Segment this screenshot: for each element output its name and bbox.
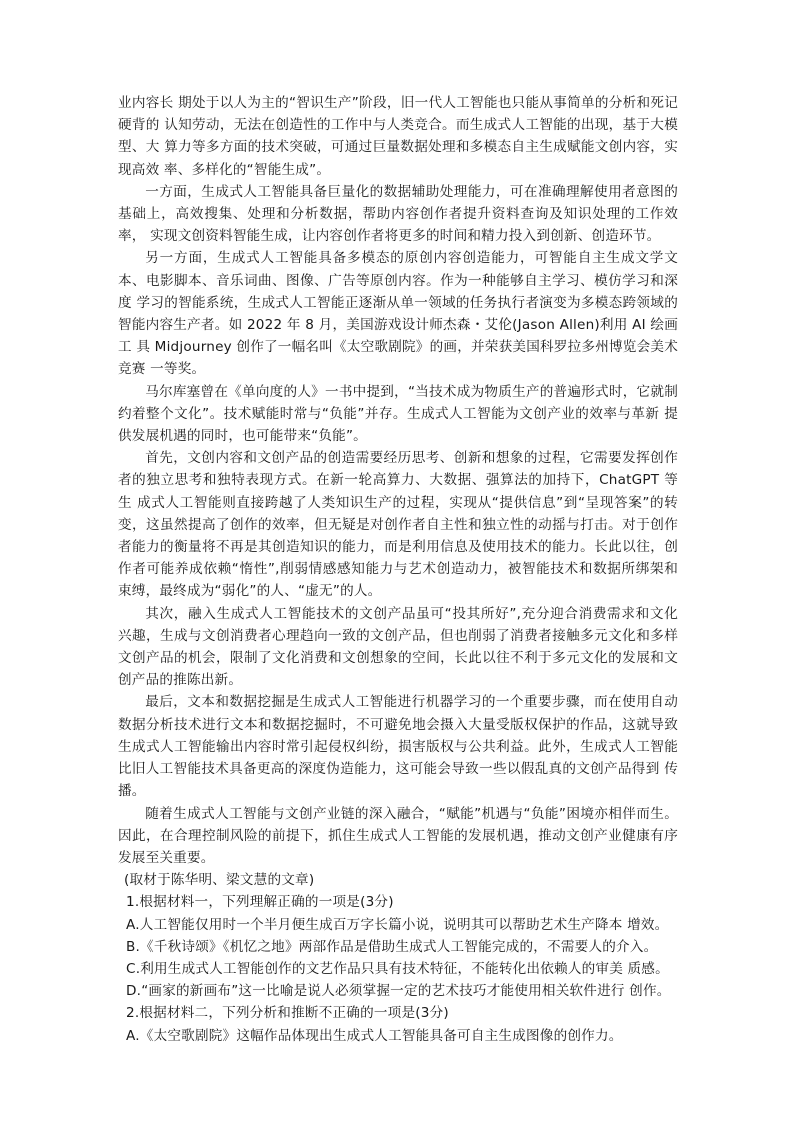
article-paragraph-2: 一方面，生成式人工智能具备巨量化的数据辅助处理能力，可在准确理解使用者意图的 基础上，高效搜集、处理和分析数据，帮助内容创作者提升资料查询及知识处理的工作效率， 实现文创资料智能生成，让内容创作者将更多的时间和精力投入到创新、创造环节。 — [118, 183, 678, 245]
document-page — [118, 92, 678, 1047]
question-1-option-c: C.利用生成式人工智能创作的文艺作品只具有技术特征，不能转化出依赖人的审美 质感。 — [126, 960, 669, 977]
question-1-option-d: D.“画家的新画布”这一比喻是说人必须掌握一定的艺术技巧才能使用相关软件进行 创作。 — [126, 983, 671, 1000]
article-paragraph-1: 业内容长 期处于以人为主的“智识生产”阶段，旧一代人工智能也只能从事简单的分析和死记硬背的 认知劳动，无法在创造性的工作中与人类竞合。而生成式人工智能的出现，基于大模型、大 算力等多方面的技术突破，可通过巨量数据处理和多模态自主生成赋能文创内容，实现高效 率、多样化的“智能生成”。 — [118, 95, 678, 178]
article-paragraph-7: 最后，文本和数据挖掘是生成式人工智能进行机器学习的一个重要步骤，而在使用自动 数据分析技术进行文本和数据挖掘时，不可避免地会摄入大量受版权保护的作品，这就导致 生成式人工智能输出内容时常引起侵权纠纷，损害版权与公共利益。此外，生成式人工智能 比旧人工智能技术具备更高的深度伪造能力，这可能会导致一些以假乱真的文创产品得到 传播。 — [118, 694, 678, 800]
source-note: (取材于陈华明、梁文慧的文章) — [124, 872, 315, 889]
article-paragraph-3: 另一方面，生成式人工智能具备多模态的原创内容创造能力，可智能自主生成文学文本、电影脚本、音乐词曲、图像、广告等原创内容。作为一种能够自主学习、模仿学习和深度 学习的智能系统，生成式人工智能正逐渐从单一领域的任务执行者演变为多模态跨领域的 智能内容生产者。如 2022 年 8 月，美国游戏设计师杰森・艾伦(Jason Allen)利用 AI 绘画工 具 Midjourney 创作了一幅名叫《太空歌剧院》的画，并荣获美国科罗拉多州博览会美术竞赛 一等奖。 — [118, 250, 678, 378]
question-2-stem: 2.根据材料二，下列分析和推断不正确的一项是(3分) — [126, 1005, 449, 1022]
question-1-option-a: A.人工智能仅用时一个半月便生成百万字长篇小说，说明其可以帮助艺术生产降本 增效。 — [126, 916, 669, 933]
question-2-option-a: A.《太空歌剧院》这幅作品体现出生成式人工智能具备可自主生成图像的创作力。 — [126, 1027, 623, 1044]
article-paragraph-5: 首先，文创内容和文创产品的创造需要经历思考、创新和想象的过程，它需要发挥创作 者的独立思考和独特表现方式。在新一轮高算力、大数据、强算法的加持下，ChatGPT 等生 成式人工智能则直接跨越了人类知识生产的过程，实现从“提供信息”到“呈现答案”的转 变，这虽然提高了创作的效率，但无疑是对创作者自主性和独立性的动摇与打击。对于创作 者能力的衡量将不再是其创造知识的能力，而是利用信息及使用技术的能力。长此以往，创 作者可能养成依赖“惰性”,削弱情感感知能力与艺术创造动力，被智能技术和数据所绑架和 束缚，最终成为“弱化”的人、“虚无”的人。 — [118, 450, 678, 600]
article-paragraph-8: 随着生成式人工智能与文创产业链的深入融合，“赋能”机遇与“负能”困境亦相伴而生。因此，在合理控制风险的前提下，抓住生成式人工智能的发展机遇，推动文创产业健康有序发展至关重要。 — [118, 805, 678, 866]
question-1-option-b: B.《千秋诗颂》《机忆之地》两部作品是借助生成式人工智能完成的，不需要人的介入。 — [126, 938, 658, 955]
question-1-stem: 1.根据材料一，下列理解正确的一项是(3分) — [126, 894, 394, 911]
article-paragraph-4: 马尔库塞曾在《单向度的人》一书中提到，“当技术成为物质生产的普遍形式时，它就制 约着整个文化”。技术赋能时常与“负能”并存。生成式人工智能为文创产业的效率与革新 提供发展机遇的同时，也可能带来“负能”。 — [118, 383, 678, 445]
article-paragraph-6: 其次，融入生成式人工智能技术的文创产品虽可“投其所好”,充分迎合消费需求和文化 兴趣，生成与文创消费者心理趋向一致的文创产品，但也削弱了消费者接触多元文化和多样 文创产品的机会，限制了文化消费和文创想象的空间，长此以往不利于多元文化的发展和文 创产品的推陈出新。 — [118, 605, 678, 689]
